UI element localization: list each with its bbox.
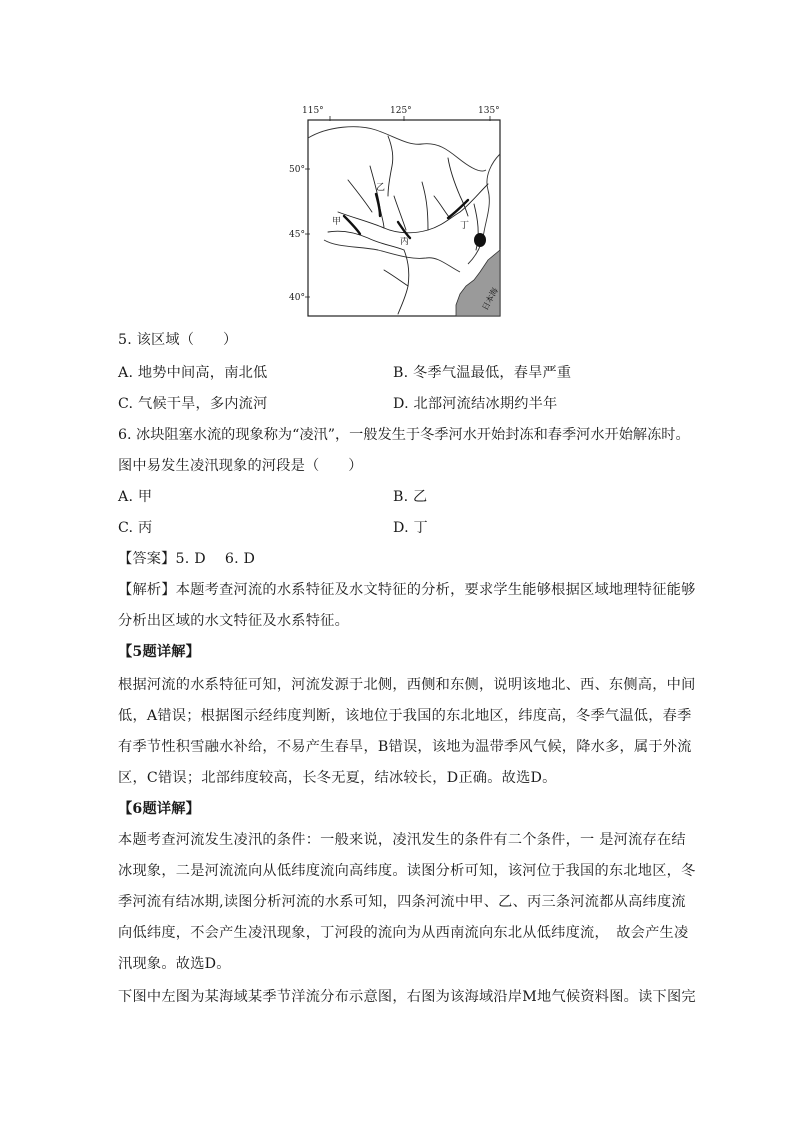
detail5-line-4: 区，C错误；北部纬度较高，长冬无夏，结冰较长，D正确。故选D。: [118, 770, 557, 786]
lat-label-40: 40°: [289, 293, 305, 303]
lon-label-135: 135°: [478, 106, 500, 116]
q5-option-d: D. 北部河流结冰期约半年: [393, 396, 558, 412]
q6-option-d: D. 丁: [393, 520, 428, 536]
river-liao: [384, 270, 408, 286]
lat-label-45: 45°: [289, 230, 305, 240]
label-bing: 丙: [400, 237, 410, 247]
detail6-line-1: 本题考查河流发生凌汛的条件：一般来说，凌汛发生的条件有二个条件，一 是河流存在结: [118, 832, 686, 848]
q6-option-a: A. 甲: [118, 489, 153, 505]
lat-label-50: 50°: [289, 165, 305, 175]
next-question-lead: 下图中左图为某海域某季节洋流分布示意图，右图为该海域沿岸M地气候资料图。读下图完: [118, 989, 696, 1005]
detail5-line-3: 有季节性积雪融水补给，不易产生春旱，B错误，该地为温带季风气候，降水多，属于外流: [118, 739, 692, 755]
river-north-branch: [388, 136, 393, 196]
analysis-line-1: 【解析】本题考查河流的水系特征及水文特征的分析，要求学生能够根据区域地理特征能够: [118, 582, 696, 598]
river-northeast: [448, 158, 468, 216]
q6-stem-line2: 图中易发生凌汛现象的河段是（ ）: [118, 458, 363, 474]
border-south: [324, 240, 460, 272]
river-map-figure: [289, 100, 508, 320]
river-southwest: [328, 231, 404, 250]
q5-option-c: C. 气候干旱，多内流河: [118, 396, 268, 412]
detail6-line-5: 汛现象。故选D。: [118, 956, 231, 972]
detail6-line-2: 冰现象，二是河流流向从低纬度流向高纬度。读图分析可知，该河位于我国的东北地区，冬: [118, 863, 696, 879]
lon-label-125: 125°: [390, 106, 412, 116]
analysis-line-2: 分析出区域的水文特征及水系特征。: [118, 613, 350, 629]
q6-option-b: B. 乙: [393, 489, 428, 505]
lon-label-115: 115°: [302, 106, 324, 116]
detail6-heading: 【6题详解】: [118, 801, 201, 817]
segment-ding: [448, 200, 468, 218]
detail6-line-4: 向低纬度，不会产生凌汛现象，丁河段的流向为从西南流向东北从低纬度流， 故会产生凌: [118, 925, 689, 941]
lake: [474, 233, 486, 247]
border-north: [308, 127, 486, 171]
label-jia: 甲: [332, 217, 342, 227]
label-ding: 丁: [460, 221, 470, 231]
q6-stem-line1: 6. 冰块阻塞水流的现象称为“凌汛”，一般发生于冬季河水开始封冻和春季河水开始解冻时。: [118, 427, 690, 443]
detail5-line-2: 低，A错误；根据图示经纬度判断，该地位于我国的东北地区，纬度高，冬季气温低，春季: [118, 708, 692, 724]
q5-option-a: A. 地势中间高，南北低: [118, 365, 268, 381]
river-tributary-1: [348, 180, 372, 212]
detail6-line-3: 季河流有结冰期,读图分析河流的水系可知，四条河流中甲、乙、丙三条河流都从高纬度流: [118, 894, 686, 910]
q6-option-c: C. 丙: [118, 520, 153, 536]
river-tributary-4: [434, 196, 450, 218]
label-yi: 乙: [376, 183, 386, 193]
segment-yi: [376, 194, 380, 216]
answer-line: 【答案】5. D 6. D: [118, 551, 256, 567]
sea-label: 日本海: [480, 286, 500, 312]
q5-option-b: B. 冬季气温最低，春旱严重: [393, 365, 572, 381]
detail5-line-1: 根据河流的水系特征可知，河流发源于北侧，西侧和东侧，说明该地北、西、东侧高，中间: [118, 677, 696, 693]
detail5-heading: 【5题详解】: [118, 644, 201, 660]
river-tributary-3: [422, 182, 428, 230]
river-south: [398, 250, 409, 314]
sea-area: [456, 250, 500, 316]
q5-stem: 5. 该区域（ ）: [118, 332, 238, 348]
